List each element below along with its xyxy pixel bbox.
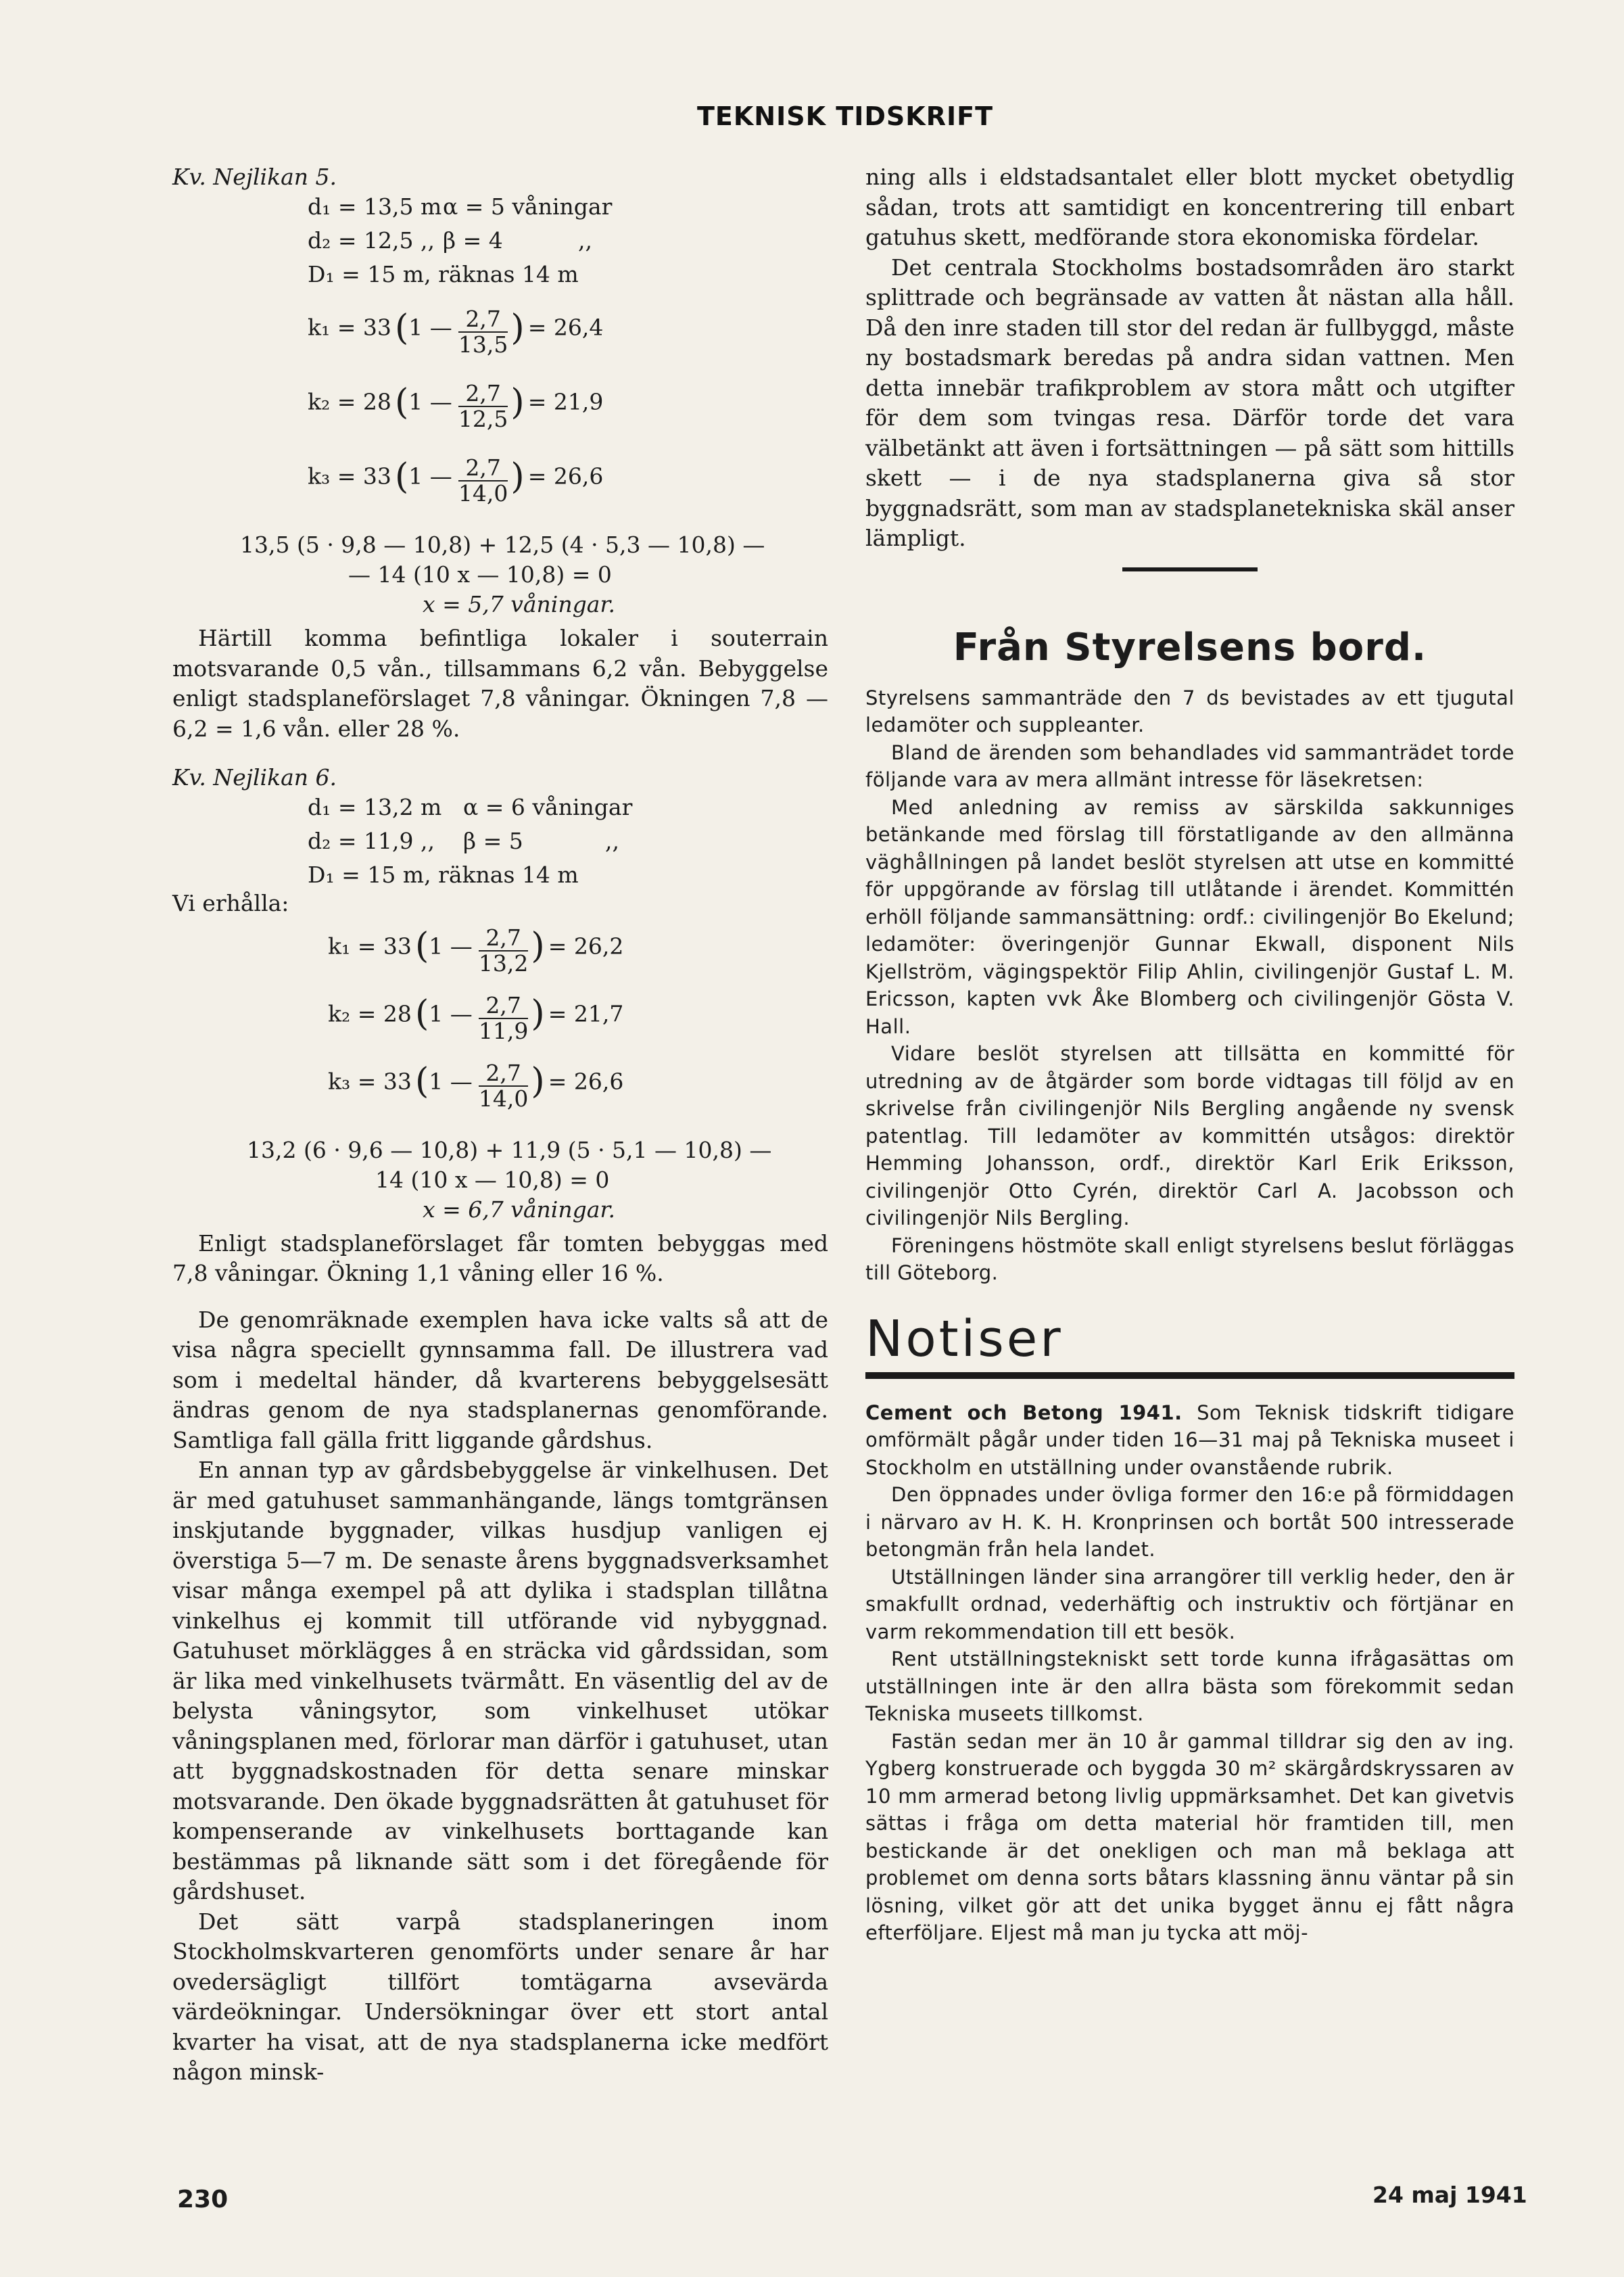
notiser-lead-title: Cement och Betong 1941. — [865, 1401, 1183, 1424]
body-paragraph-2: En annan typ av gårdsbebyggelse är vinkelhusen. Det är med gatuhuset sammanhängande, längs tomtgränsen inskjutande byggnader, vilkas husdjup vanligen ej överstiga 5—7 m. De senaste årens byggnadsverksamhet visar många exempel på att dylika i stadsplan tillåtna vinkelhus ej kommit till utförande vid nybyggnad. Gatuhuset mörklägges å en sträcka vid gårdssidan, som är lika med vinkelhusets tvärmått. En väsentlig del av de belysta våningsytor, som vinkelhuset utökar våningsplanen med, förlorar man därför i gatuhuset, utan att byggnadskostnaden för detta senare minskar motsvarande. Den ökade byggnadsrätten åt gatuhuset för kompenserande av vinkelhusets borttagande kan bestämmas på liknande sätt som i det föregående för gårdshuset. — [172, 1457, 828, 1904]
styrelsen-paragraph-5: Föreningens höstmöte skall enligt styrelsens beslut förläggas till Göteborg. — [865, 1234, 1514, 1284]
case1-alpha: α = 5 våningar — [443, 193, 613, 220]
case2-equation-line2: 14 (10 x — 10,8) = 0 — [375, 1166, 610, 1193]
continued-paragraph-2: Det centrala Stockholms bostadsområden äro starkt splittrade och begränsade av vatten åt nästan alla håll. Då den inre staden till stor del redan är fullbyggd, måste ny bostadsmark beredas på andra sidan vattnen. Men detta innebär trafikproblem av stora mått och utgifter för dem som tvingas resa. Därför torde det vara välbetänkt att även i fortsättningen — på sätt som hittills skett — i de nya stadsplanerna giva så stor byggnadsrätt, som man av stadsplanetekniska skäl anser lämpligt. — [865, 254, 1514, 551]
notiser-lead-paragraph — [865, 1399, 1514, 1482]
case1-title: Kv. Nejlikan 5. — [172, 164, 337, 190]
case2-alpha: α = 6 våningar — [463, 794, 633, 820]
case1-k1: k₁ = 33 (1 — $\frac{2,7}{13,5}$ ) = 26,4 — [308, 306, 604, 358]
case2-paragraph: Enligt stadsplaneförslaget får tomten bebyggas med 7,8 våningar. Ökning 1,1 våning eller 16 %. — [172, 1229, 828, 1286]
body-paragraph-3: Det sätt varpå stadsplaneringen inom Stockholmskvarteren genomförts under senare år har ovedersägligt tillfört tomtägarna avsevärda värdeökningar. Undersökningar över ett stort antal kvarter ha visat, att de nya stadsplanerna icke medfört någon minsk- — [172, 1908, 828, 2085]
case2-equation-line1: 13,2 (6 · 9,6 — 10,8) + 11,9 (5 · 5,1 — 10,8) — — [247, 1136, 772, 1163]
case2-vi-erhalla: Vi erhålla: — [172, 890, 289, 916]
case2-D1: D₁ = 15 m, räknas 14 m — [308, 862, 579, 888]
case2-k3: k₃ = 33 (1 — $\frac{2,7}{14,0}$ ) = 26,6 — [328, 1059, 624, 1112]
case2-title: Kv. Nejlikan 6. — [172, 764, 337, 791]
case2-k1: k₁ = 33 (1 — $\frac{2,7}{13,2}$ ) = 26,2 — [328, 924, 624, 977]
page-number: 230 — [177, 2186, 229, 2213]
case2-d2: d₂ = 11,9 ,, — [308, 828, 435, 854]
notiser-rule — [865, 1372, 1514, 1379]
case1-equation-line1: 13,5 (5 · 9,8 — 10,8) + 12,5 (4 · 5,3 — 10,8) — — [240, 532, 765, 558]
case1-result: x = 5,7 våningar. — [423, 591, 616, 617]
journal-header: TEKNISK TIDSKRIFT — [696, 101, 993, 131]
notiser-heading: Notiser — [865, 1309, 1064, 1368]
case1-beta-ditto: ,, — [578, 227, 592, 254]
right-column — [865, 162, 1514, 1947]
case1-parameters — [308, 192, 828, 294]
case2-d1: d₁ = 13,2 m — [308, 794, 442, 820]
case1-k-formulas — [308, 294, 828, 530]
case2-beta-ditto: ,, — [605, 828, 619, 854]
notiser-lead-text: Som Teknisk tidskrift tidigare omförmält pågår under tiden 16—31 maj på Tekniska museet i Stockholm en utställning under ovanstående rubrik. — [865, 1401, 1514, 1479]
styrelsen-heading: Från Styrelsens bord. — [953, 625, 1427, 670]
case2-k2: k₂ = 28 (1 — $\frac{2,7}{11,9}$ ) = 21,7 — [328, 991, 624, 1044]
case1-beta: β = 4 — [443, 227, 503, 254]
notiser-paragraph-4: Fastän sedan mer än 10 år gammal tilldrar sig den av ing. Ygberg konstruerade och byggda 30 m² skärgårdskryssaren av 10 mm armerad betong livlig uppmärksamhet. Det kan givetvis sättas i fråga om detta material hör framtiden till, men bestickande är det onekligen och man må beklaga att problemet om denna sorts båtars klassning ännu väntar på sin lösning, vilket gör att det unika bygget ännu ej fått några efterföljare. Eljest må man ju tycka att möj- — [865, 1729, 1514, 1944]
case1-D1: D₁ = 15 m, räknas 14 m — [308, 261, 579, 287]
case2-result: x = 6,7 våningar. — [423, 1196, 616, 1223]
case1-d2: d₂ = 12,5 ,, — [308, 227, 435, 254]
case1-d1: d₁ = 13,5 m — [308, 193, 442, 220]
issue-date: 24 maj 1941 — [1372, 2182, 1527, 2208]
styrelsen-paragraph-4: Vidare beslöt styrelsen att tillsätta en kommitté för utredning av de åtgärder som borde vidtagas till följd av en skrivelse från civilingenjör Nils Bergling angående ny svensk patentlag. Till ledamöter av kommittén utsågos: direktör Hemming Johansson, ordf., direktör Karl Erik Eriksson, civilingenjör Otto Cyrén, direktör Carl A. Jacobsson och civilingenjör Nils Bergling. — [865, 1042, 1514, 1229]
notiser-paragraph-1: Den öppnades under övliga former den 16:e på förmiddagen i närvaro av H. K. H. Kronprinsen och bortåt 500 intresserade betongmän från hela landet. — [865, 1483, 1514, 1561]
case1-k3: k₃ = 33 (1 — $\frac{2,7}{14,0}$ ) = 26,6 — [308, 454, 604, 507]
styrelsen-paragraph-3: Med anledning av remiss av särskilda sakkunniges betänkande med förslag till förstatligande av den allmänna väghållningen på landet beslöt styrelsen att utse en kommitté för uppgörande av förslag till utlåtande i ärendet. Kommittén erhöll följande sammansättning: ordf.: civilingenjör Bo Ekelund; ledamöter: överingenjör Gunnar Ekwall, disponent Nils Kjellström, vägingspektör Filip Ahlin, civilingenjör Gustaf L. M. Ericsson, kapten vvk Åke Blomberg och civilingenjör Gösta V. Hall. — [865, 795, 1514, 1038]
notiser-paragraph-2: Utställningen länder sina arrangörer till verklig heder, den är smakfullt ordnad, vederhäftig och instruktiv och förtjänar en varm rekommendation till ett besök. — [865, 1565, 1514, 1643]
case2-beta: β = 5 — [463, 828, 523, 854]
styrelsen-paragraph-2: Bland de ärenden som behandlades vid sammanträdet torde följande vara av mera allmänt intresse för läsekretsen: — [865, 741, 1514, 791]
continued-paragraph-1: ning alls i eldstadsantalet eller blott mycket obetydlig sådan, trots att samtidigt en koncentrering till enbart gatuhus skett, medförande stora ekonomiska fördelar. — [865, 164, 1514, 250]
notiser-paragraph-3: Rent utställningstekniskt sett torde kunna ifrågasättas om utställningen inte är den allra bästa som förekommit sedan Tekniska museets tillkomst. — [865, 1647, 1514, 1725]
styrelsen-paragraph-1: Styrelsens sammanträde den 7 ds bevistades av ett tjugutal ledamöter och suppleanter. — [865, 686, 1514, 736]
body-paragraph-1: De genomräknade exemplen hava icke valts så att de visa några speciellt gynnsamma fall. De illustrera vad som i medeltal händer, då kvarterens bebyggelsesätt ändras genom de nya stadsplanernas genomförande. Samtliga fall gälla fritt liggande gårdshus. — [172, 1306, 828, 1453]
case1-k2: k₂ = 28 (1 — $\frac{2,7}{12,5}$ ) = 21,9 — [308, 380, 604, 432]
case2-parameters — [308, 793, 828, 894]
section-divider — [1122, 567, 1258, 571]
case1-equation-line2: — 14 (10 x — 10,8) = 0 — [348, 561, 612, 588]
left-column — [172, 162, 828, 2088]
case1-paragraph: Härtill komma befintliga lokaler i souterrain motsvarande 0,5 vån., tillsammans 6,2 vån. Bebyggelse enligt stadsplaneförslaget 7,8 våningar. Ökningen 7,8 — 6,2 = 1,6 vån. eller 28 %. — [172, 625, 828, 742]
case2-k-formulas — [328, 912, 828, 1135]
